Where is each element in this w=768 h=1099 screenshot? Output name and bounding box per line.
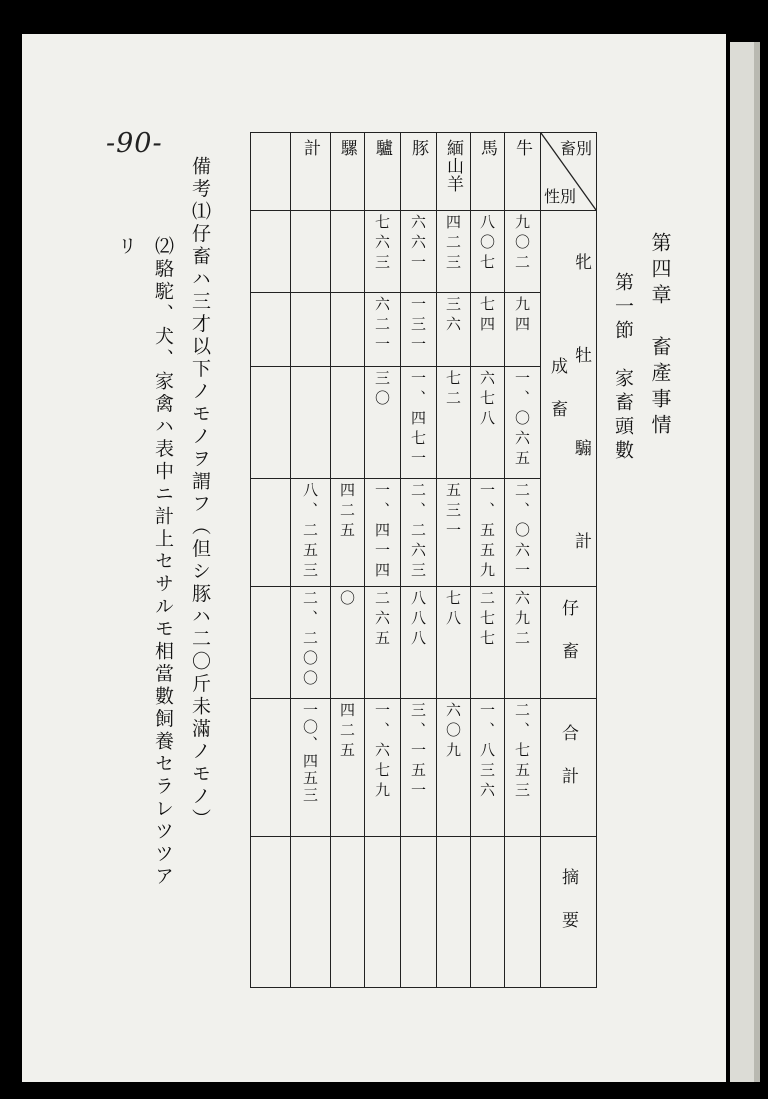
cell-notes-sheep bbox=[437, 837, 471, 988]
cell-castrated-sheep: 七二 bbox=[437, 367, 471, 479]
cell-male-pig: 六六一 bbox=[401, 211, 437, 293]
cell-notes-total bbox=[291, 837, 331, 988]
cell-young-total: 二、二〇〇 bbox=[291, 587, 331, 699]
cell-young-donkey: 二六五 bbox=[365, 587, 401, 699]
cell-castrated-empty bbox=[251, 367, 291, 479]
cell-grand-total-empty bbox=[251, 699, 291, 837]
col-header-total: 計 bbox=[291, 133, 331, 211]
cell-young-horse: 二七七 bbox=[471, 587, 505, 699]
col-header-donkey: 驢 bbox=[365, 133, 401, 211]
col-header-cattle: 牛 bbox=[505, 133, 541, 211]
page-edge bbox=[730, 42, 754, 1082]
row-group-total: 合計 bbox=[541, 699, 597, 837]
cell-male-sheep: 四二三 bbox=[437, 211, 471, 293]
cell-castrated-horse: 六七八 bbox=[471, 367, 505, 479]
cell-male-donkey: 七六三 bbox=[365, 211, 401, 293]
cell-adult-total-pig: 二、二六三 bbox=[401, 479, 437, 587]
corner-sex-label: 性別 bbox=[544, 187, 577, 206]
cell-adult-total-mule: 四二五 bbox=[331, 479, 365, 587]
col-header-mule: 騾 bbox=[331, 133, 365, 211]
col-header-empty bbox=[251, 133, 291, 211]
col-header-sheep-goat: 緬山羊 bbox=[437, 133, 471, 211]
remarks-line-3: リ bbox=[115, 236, 137, 259]
table-corner-header bbox=[541, 133, 597, 211]
cell-grand-total-cattle: 二、七五三 bbox=[505, 699, 541, 837]
cell-female-sheep: 三六 bbox=[437, 293, 471, 367]
cell-adult-total-cattle: 二、〇六一 bbox=[505, 479, 541, 587]
cell-female-donkey: 六二一 bbox=[365, 293, 401, 367]
cell-female-total bbox=[291, 293, 331, 367]
cell-young-empty bbox=[251, 587, 291, 699]
cell-adult-total-total: 八、二五三 bbox=[291, 479, 331, 587]
chapter-heading: 第四章 畜產事情 bbox=[648, 232, 672, 440]
cell-adult-total-horse: 一、五五九 bbox=[471, 479, 505, 587]
section-heading: 第一節 家畜頭數 bbox=[612, 272, 634, 464]
col-header-horse: 馬 bbox=[471, 133, 505, 211]
cell-notes-cattle bbox=[505, 837, 541, 988]
cell-male-mule bbox=[331, 211, 365, 293]
row-group-adult: 成畜 牝 牡 騸 計 bbox=[541, 211, 597, 587]
cell-adult-total-empty bbox=[251, 479, 291, 587]
cell-male-empty bbox=[251, 211, 291, 293]
cell-female-pig: 一三一 bbox=[401, 293, 437, 367]
page-number: -90- bbox=[106, 128, 163, 159]
cell-adult-total-sheep: 五三一 bbox=[437, 479, 471, 587]
cell-castrated-donkey: 三〇 bbox=[365, 367, 401, 479]
cell-female-horse: 七四 bbox=[471, 293, 505, 367]
cell-young-mule: 〇 bbox=[331, 587, 365, 699]
cell-grand-total-horse: 一、八三六 bbox=[471, 699, 505, 837]
cell-grand-total-donkey: 一、六七九 bbox=[365, 699, 401, 837]
cell-castrated-total bbox=[291, 367, 331, 479]
cell-castrated-mule bbox=[331, 367, 365, 479]
cell-grand-total-total: 一〇、四五三 bbox=[291, 699, 331, 837]
cell-grand-total-sheep: 六〇九 bbox=[437, 699, 471, 837]
row-group-notes: 摘要 bbox=[541, 837, 597, 988]
col-header-pig: 豚 bbox=[401, 133, 437, 211]
cell-grand-total-mule: 四二五 bbox=[331, 699, 365, 837]
cell-notes-mule bbox=[331, 837, 365, 988]
cell-notes-donkey bbox=[365, 837, 401, 988]
cell-female-mule bbox=[331, 293, 365, 367]
remarks-line-1: 備考⑴仔畜ハ三才以下ノモノヲ謂フ（但シ豚ハ二〇斤未滿ノモノ） bbox=[189, 156, 211, 831]
cell-female-cattle: 九四 bbox=[505, 293, 541, 367]
cell-male-total bbox=[291, 211, 331, 293]
cell-notes-horse bbox=[471, 837, 505, 988]
cell-grand-total-pig: 三、一五一 bbox=[401, 699, 437, 837]
cell-male-cattle: 九〇二 bbox=[505, 211, 541, 293]
cell-female-empty bbox=[251, 293, 291, 367]
cell-adult-total-donkey: 一、四一四 bbox=[365, 479, 401, 587]
cell-castrated-cattle: 一、〇六五 bbox=[505, 367, 541, 479]
livestock-table bbox=[250, 132, 597, 988]
corner-animal-label: 畜別 bbox=[559, 139, 592, 158]
remarks-line-2: ⑵駱駝、犬、家禽ハ表中ニ計上セサルモ相當數飼養セラレツツア bbox=[152, 236, 174, 889]
cell-male-horse: 八〇七 bbox=[471, 211, 505, 293]
cell-young-sheep: 七八 bbox=[437, 587, 471, 699]
page-edge-shadow bbox=[754, 42, 760, 1082]
row-group-young: 仔畜 bbox=[541, 587, 597, 699]
cell-notes-empty bbox=[251, 837, 291, 988]
cell-young-cattle: 六九二 bbox=[505, 587, 541, 699]
cell-notes-pig bbox=[401, 837, 437, 988]
cell-young-pig: 八八八 bbox=[401, 587, 437, 699]
cell-castrated-pig: 一、四七一 bbox=[401, 367, 437, 479]
